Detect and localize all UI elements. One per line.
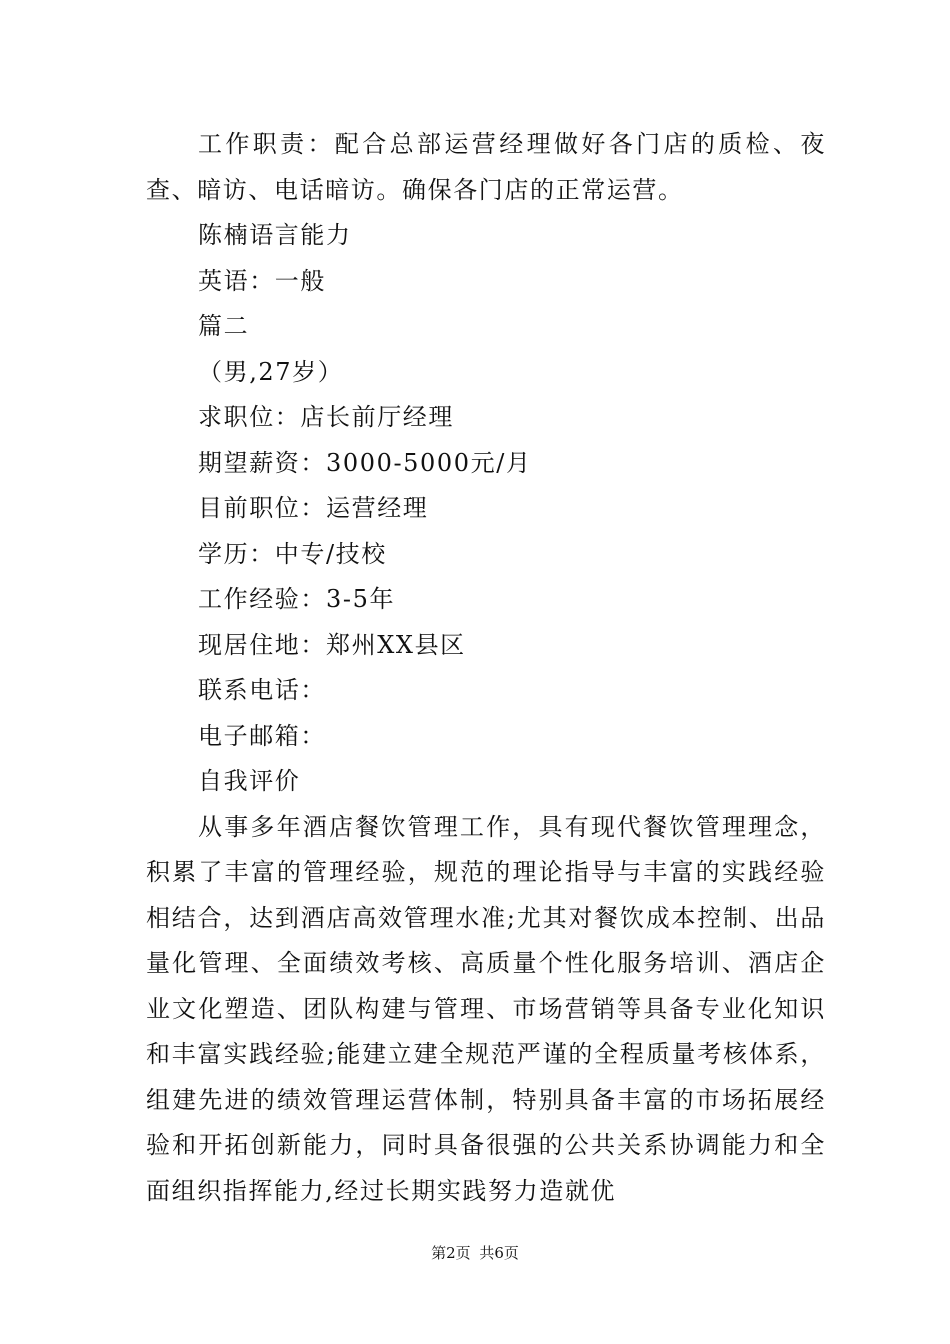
paragraph-email: 电子邮箱： xyxy=(198,721,326,750)
paragraph-expected-salary: 期望薪资：3000-5000元/月 xyxy=(198,448,532,477)
paragraph-desired-position: 求职位：店长前厅经理 xyxy=(198,403,454,431)
paragraph-current-position: 目前职位：运营经理 xyxy=(198,494,429,522)
page-number: 第2页 xyxy=(431,1244,471,1262)
paragraph-phone: 联系电话： xyxy=(198,676,326,704)
paragraph-residence: 现居住地：郑州XX县区 xyxy=(198,630,466,659)
paragraph-section-two: 篇二 xyxy=(198,312,250,340)
document-body xyxy=(146,122,826,1214)
paragraph-english-level: 英语：一般 xyxy=(198,266,326,295)
paragraph-work-experience: 工作经验：3-5年 xyxy=(198,585,396,613)
paragraph-self-evaluation-heading: 自我评价 xyxy=(198,767,301,795)
paragraph-self-evaluation: 从事多年酒店餐饮管理工作，具有现代餐饮管理理念，积累了丰富的管理经验，规范的理论指导与丰富的实践经验相结合，达到酒店高效管理水准;尤其对餐饮成本控制、出品量化管理、全面绩效考核、高质量个性化服务培训、酒店企业文化塑造、团队构建与管理、市场营销等具备专业化知识和丰富实践经验;能建立建全规范严谨的全程质量考核体系，组建先进的绩效管理运营体制，特别具备丰富的市场拓展经验和开拓创新能力，同时具备很强的公共关系协调能力和全面组织指挥能力,经过长期实践努力造就优 xyxy=(146,812,826,1205)
paragraph-education: 学历：中专/技校 xyxy=(198,539,387,568)
paragraph-language-heading: 陈楠语言能力 xyxy=(198,221,352,249)
paragraph-job-duties: 工作职责：配合总部运营经理做好各门店的质检、夜查、暗访、电话暗访。确保各门店的正常运营。 xyxy=(146,130,826,204)
page-footer xyxy=(0,1242,950,1264)
paragraph-gender-age: （男,27岁） xyxy=(198,357,344,386)
page-total: 共6页 xyxy=(479,1244,519,1262)
